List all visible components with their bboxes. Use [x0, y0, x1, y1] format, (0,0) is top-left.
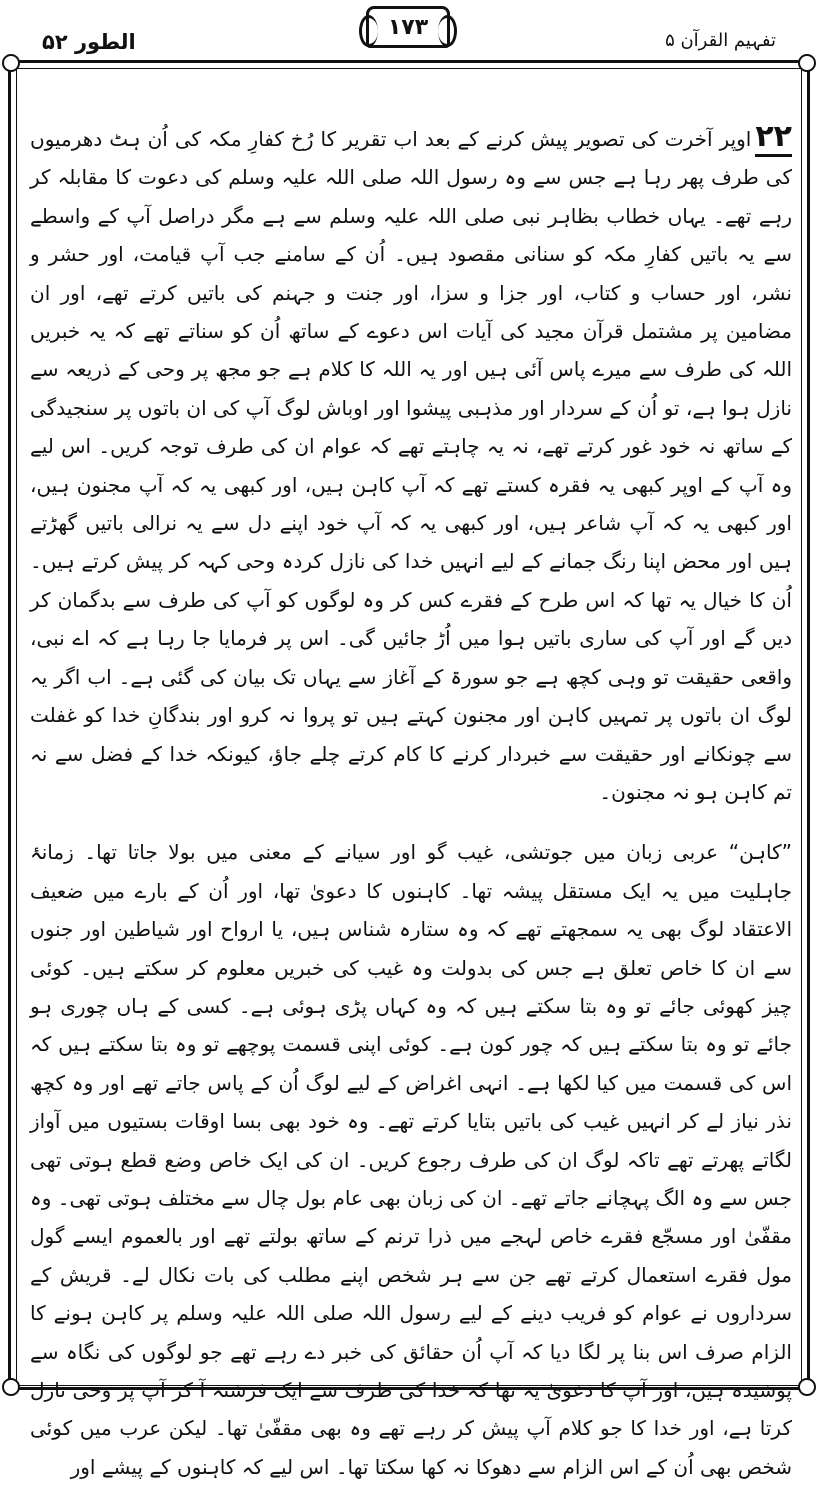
page-header: [0, 0, 816, 60]
corner-ornament-top-left: [2, 54, 20, 72]
commentary-paragraph-1: [30, 118, 792, 811]
page-number: ۱۷۳: [387, 14, 429, 40]
corner-ornament-bottom-right: [798, 1378, 816, 1396]
surah-page-label: الطور ۵۲: [42, 30, 136, 54]
commentary-text: [30, 118, 792, 1486]
book-title: تفہیم القرآن ۵: [665, 30, 776, 51]
page-number-emblem: [366, 6, 450, 48]
footnote-number: ۲۲: [755, 119, 792, 157]
commentary-paragraph-2: ”کاہن“ عربی زبان میں جوتشی، غیب گو اور سیانے کے معنی میں بولا جاتا تھا۔ زمانۂ جاہلیت میں یہ ایک مستقل پیشہ تھا۔ کاہنوں کا دعویٰ تھا، اور اُن کے بارے میں ضعیف الاعتقاد لوگ بھی یہ سمجھتے تھے کہ وہ ستارہ شناس ہیں، یا ارواح اور شیاطین اور جنوں سے ان کا خاص تعلق ہے جس کی بدولت وہ غیب کی خبریں معلوم کر سکتے ہیں۔ کوئی چیز کھوئی جائے تو وہ بتا سکتے ہیں کہ وہ کہاں پڑی ہوئی ہے۔ کسی کے ہاں چوری ہو جائے تو وہ بتا سکتے ہیں کہ چور کون ہے۔ کوئی اپنی قسمت پوچھے تو وہ بتا سکتے ہیں کہ اس کی قسمت میں کیا لکھا ہے۔ انہی اغراض کے لیے لوگ اُن کے پاس جاتے تھے اور وہ کچھ نذر نیاز لے کر انہیں غیب کی باتیں بتایا کرتے تھے۔ وہ خود بھی بسا اوقات بستیوں میں آواز لگاتے پھرتے تھے تاکہ لوگ ان کی طرف رجوع کریں۔ ان کی ایک خاص وضع قطع ہوتی تھی جس سے وہ الگ پہچانے جاتے تھے۔ ان کی زبان بھی عام بول چال سے مختلف ہوتی تھی۔ وہ مقفّیٰ اور مسجّع فقرے خاص لہجے میں ذرا ترنم کے ساتھ بولتے تھے اور بالعموم ایسے گول مول فقرے استعمال کرتے تھے جن سے ہر شخص اپنے مطلب کی بات نکال لے۔ قریش کے سرداروں نے عوام کو فریب دینے کے لیے رسول اللہ صلی اللہ علیہ وسلم پر کاہن ہونے کا الزام صرف اس بنا پر لگا دیا کہ آپ اُن حقائق کی خبر دے رہے تھے جو لوگوں کی نگاہ سے پوشیدہ ہیں، اور آپ کا دعویٰ یہ تھا کہ خدا کی طرف سے ایک فرشتہ آ کر آپ پر وحی نازل کرتا ہے، اور خدا کا جو کلام آپ پیش کر رہے تھے وہ بھی مقفّیٰ تھا۔ لیکن عرب میں کوئی شخص بھی اُن کے اس الزام سے دھوکا نہ کھا سکتا تھا۔ اس لیے کہ کاہنوں کے پیشے اور: [30, 840, 792, 1479]
paragraph-1-text: اوپر آخرت کی تصویر پیش کرنے کے بعد اب تقریر کا رُخ کفارِ مکہ کی اُن ہٹ دھرمیوں کی طرف پھر رہا ہے جس سے وہ رسول اللہ صلی اللہ علیہ وسلم کی دعوت کا مقابلہ کر رہے تھے۔ یہاں خطاب بظاہر نبی صلی اللہ علیہ وسلم سے ہے مگر دراصل آپ کے واسطے سے یہ باتیں کفارِ مکہ کو سنانی مقصود ہیں۔ اُن کے سامنے جب آپ قیامت، اور حشر و نشر، اور حساب و کتاب، اور جزا و سزا، اور جنت و جہنم کی باتیں کرتے تھے، اور ان مضامین پر مشتمل قرآن مجید کی آیات اس دعوے کے ساتھ اُن کو سناتے تھے کہ یہ خبریں اللہ کی طرف سے میرے پاس آئی ہیں اور یہ اللہ کا کلام ہے جو مجھ پر وحی کے ذریعہ سے نازل ہوا ہے، تو اُن کے سردار اور مذہبی پیشوا اور اوباش لوگ آپ کی ان باتوں پر سنجیدگی کے ساتھ نہ خود غور کرتے تھے، نہ یہ چاہتے تھے کہ عوام ان کی طرف توجہ کریں۔ اس لیے وہ آپ کے اوپر کبھی یہ فقرہ کستے تھے کہ آپ کاہن ہیں، اور کبھی یہ کہ آپ مجنون ہیں، اور کبھی یہ کہ آپ شاعر ہیں، اور کبھی یہ کہ آپ خود اپنے دل سے یہ نرالی باتیں گھڑتے ہیں اور محض اپنا رنگ جمانے کے لیے انہیں خدا کی نازل کردہ وحی کہہ کر پیش کرتے ہیں۔ اُن کا خیال یہ تھا کہ اس طرح کے فقرے کس کر وہ لوگوں کو آپ کی طرف سے بدگمان کر دیں گے اور آپ کی ساری باتیں ہوا میں اُڑ جائیں گی۔ اس پر فرمایا جا رہا ہے کہ اے نبی، واقعی حقیقت تو وہی کچھ ہے جو سورۃ کے آغاز سے یہاں تک بیان کی گئی ہے۔ اب اگر یہ لوگ ان باتوں پر تمہیں کاہن اور مجنون کہتے ہیں تو پروا نہ کرو اور بندگانِ خدا کو غفلت سے چونکانے اور حقیقت سے خبردار کرنے کا کام کرتے چلے جاؤ، کیونکہ خدا کے فضل سے نہ تم کاہن ہو نہ مجنون۔: [30, 127, 792, 804]
corner-ornament-bottom-left: [2, 1378, 20, 1396]
corner-ornament-top-right: [798, 54, 816, 72]
